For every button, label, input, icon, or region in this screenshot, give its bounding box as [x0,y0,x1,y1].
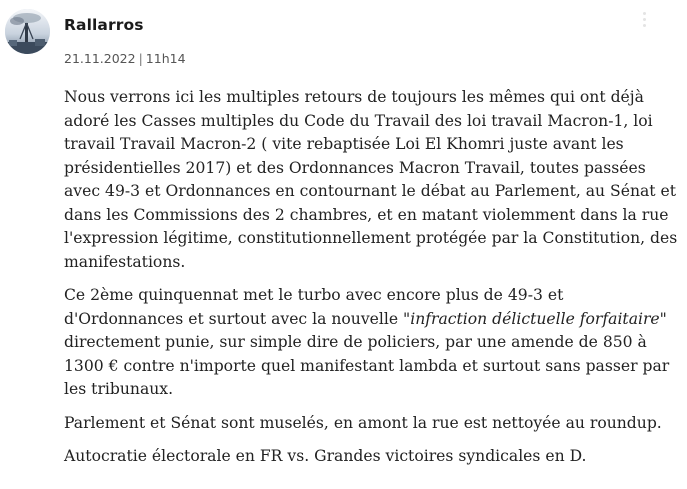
more-dot [643,12,646,15]
timestamp-separator: | [138,51,143,66]
comment-time: 11h14 [145,51,186,66]
comment-author[interactable]: Rallarros [64,16,144,34]
comment-date: 21.11.2022 [64,51,136,66]
emphasis-text: infraction délictuelle forfaitaire [410,309,660,328]
comment-paragraph [64,284,682,402]
more-options-icon[interactable] [635,10,653,28]
comment-body [64,86,682,479]
paragraph-text: Ce 2ème quinquennat met le turbo avec encore plus de 49-3 et d'Ordonnances et surtout avec la nouvelle " [64,286,564,328]
paragraph-text: " directement punie, sur simple dire de policiers, par une amende de 850 à 1300 € contre n'importe quel manifestant lambda et surtout sans passer par les tribunaux. [64,309,670,398]
comment-timestamp [64,51,186,66]
more-dot [643,18,646,21]
comment-paragraph: Autocratie électorale en FR vs. Grandes victoires syndicales en D. [64,447,587,465]
avatar[interactable] [5,9,50,54]
comment-paragraph: Nous verrons ici les multiples retours de toujours les mêmes qui ont déjà adoré les Casses multiples du Code du Travail des loi travail Macron-1, loi travail Travail Macron-2 ( vite rebaptisée Loi El Khomri juste avant les présidentielles 2017) et des Ordonnances Macron Travail, toutes passées avec 49-3 et Ordonnances en contournant le débat au Parlement, au Sénat et dans les Commissions des 2 chambres, et en matant violemment dans la rue l'expression légitime, constitutionnellement protégée par la Constitution, des manifestations. [64,88,678,271]
user-avatar-photo-icon [5,9,50,54]
comment-paragraph: Parlement et Sénat sont muselés, en amont la rue est nettoyée au roundup. [64,413,662,432]
more-dot [643,24,646,27]
